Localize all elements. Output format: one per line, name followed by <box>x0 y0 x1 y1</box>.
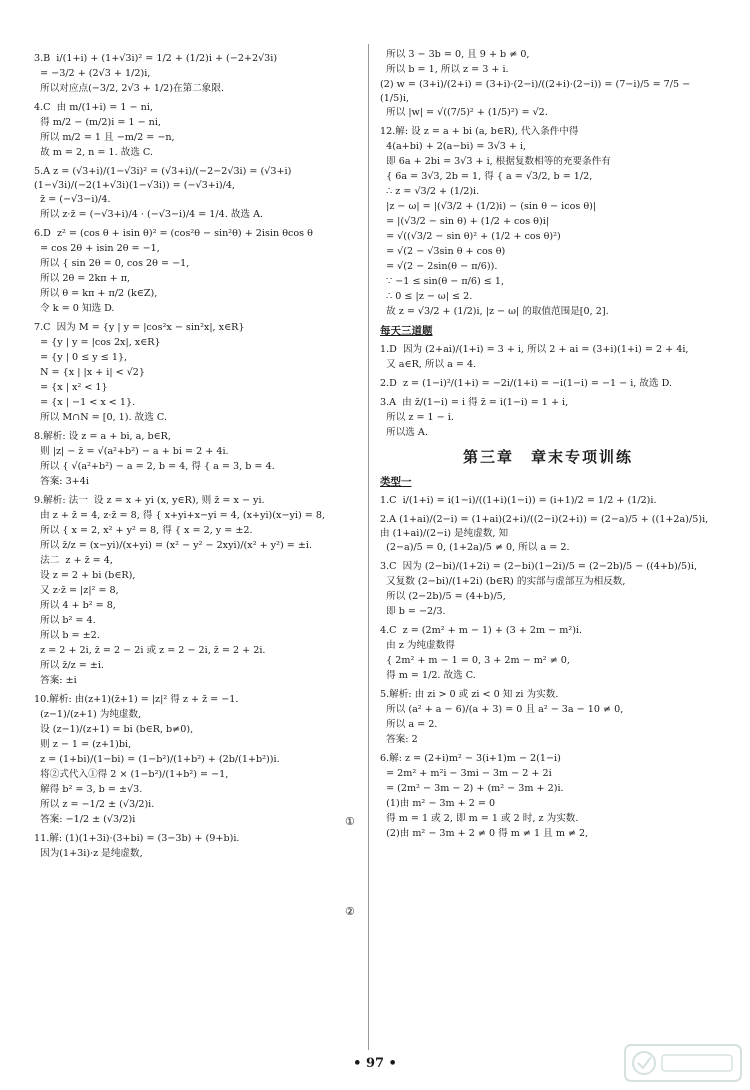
answer-line: 所以选 A. <box>380 427 428 439</box>
answer-line: 即 b = −2/3. <box>380 605 446 617</box>
answer-line: 9.解析: 法一 设 z = x + yi (x, y∈R), 则 z̄ = x − yi. <box>34 494 265 506</box>
answer-line: 7.C 因为 M = {y | y = |cos²x − sin²x|, x∈R} <box>34 321 245 333</box>
column-divider <box>368 44 369 1050</box>
left-column <box>34 48 360 1046</box>
answer-line: 所以 { x = 2, x² + y² = 8, 得 { x = 2, y = ±2. <box>34 524 253 536</box>
answer-line: 所以 |w| = √((7/5)² + (1/5)²) = √2. <box>380 106 548 118</box>
answer-line: 解得 b² = 3, b = ±√3. <box>34 783 143 795</box>
answer-line: 答案: −1/2 ± (√3/2)i <box>34 813 136 825</box>
answer-line: 所以 z = −1/2 ± (√3/2)i. <box>34 798 155 810</box>
answer-line: 得 m/2 − (m/2)i = 1 − ni, <box>34 117 161 128</box>
answer-line: ∴ z = √3/2 + (1/2)i. <box>380 185 480 197</box>
answer-line: 所以 z·z̄ = (−√3+i)/4 · (−√3−i)/4 = 1/4. 故选 A. <box>34 208 264 220</box>
answer-line: 所以 b² = 4. <box>34 614 96 626</box>
equation-marker-2: ② <box>345 905 355 918</box>
chapter-title: 第三章 章末专项训练 <box>462 448 633 467</box>
answer-line: 所以 { sin 2θ = 0, cos 2θ = −1, <box>34 257 190 269</box>
answer-line: 1.C i/(1+i) = i(1−i)/((1+i)(1−i)) = (i+1)/2 = 1/2 + (1/2)i. <box>380 495 657 506</box>
answer-line: 所以对应点(−3/2, 2√3 + 1/2)在第二象限. <box>34 83 225 94</box>
answer-line: = cos 2θ + isin 2θ = −1, <box>34 242 160 254</box>
answer-line: 3.C 因为 (2−bi)/(1+2i) = (2−bi)(1−2i)/5 = (2−2b)/5 − ((4+b)/5)i, <box>380 560 698 572</box>
answer-line: = {y | y = |cos 2x|, x∈R} <box>34 336 161 348</box>
answer-line: ∴ 0 ≤ |z − ω| ≤ 2. <box>380 290 473 302</box>
answer-line: 设 (z−1)/(z+1) = bi (b∈R, b≠0), <box>34 723 194 735</box>
answer-line: 又复数 (2−bi)/(1+2i) (b∈R) 的实部与虚部互为相反数, <box>380 575 626 587</box>
answer-line: 所以 4 + b² = 8, <box>34 599 116 611</box>
answer-line: = {y | 0 ≤ y ≤ 1}, <box>34 351 128 363</box>
daily-section-title: 每天三道题 <box>380 324 433 337</box>
answer-line: = √((√3/2 − sin θ)² + (1/2 + cos θ)²) <box>380 230 561 242</box>
answer-line: z̄ = (−√3−i)/4. <box>34 193 111 205</box>
answer-line: 答案: ±i <box>34 674 77 686</box>
answer-line: 所以 2θ = 2kπ + π, <box>34 272 131 284</box>
answer-line: 所以 (2−2b)/5 = (4+b)/5, <box>380 590 506 602</box>
answer-line: 所以 b = ±2. <box>34 629 100 641</box>
answer-line: 所以 m/2 = 1 且 −m/2 = −n, <box>34 132 175 143</box>
answer-line: 得 m = 1 或 2, 即 m = 1 或 2 时, z 为实数. <box>380 812 579 824</box>
answer-line: 5.解析: 由 zi > 0 或 zi < 0 知 zi 为实数. <box>380 688 559 700</box>
answer-line: (z−1)/(z+1) 为纯虚数, <box>34 708 142 720</box>
answer-line: = √(2 − 2sin(θ − π/6)). <box>380 260 498 272</box>
right-column <box>380 48 716 1046</box>
answer-line: 所以 z̄/z = ±i. <box>34 659 104 671</box>
answer-line: 将②式代入①得 2 × (1−b²)/(1+b²) = −1, <box>34 768 229 780</box>
answer-line: 所以 (a² + a − 6)/(a + 3) = 0 且 a² − 3a − 10 ≠ 0, <box>380 703 624 715</box>
answer-line: 6.D z² = (cos θ + isin θ)² = (cos²θ − sin²θ) + 2isin θcos θ <box>34 227 313 239</box>
answer-line: |z − ω| = |(√3/2 + (1/2)i) − (sin θ − icos θ)| <box>380 200 597 212</box>
answer-line: 6.解: z = (2+i)m² − 3(i+1)m − 2(1−i) <box>380 752 561 764</box>
answer-line: (2) w = (3+i)/(2+i) = (3+i)·(2−i)/((2+i)·(2−i)) = (7−i)/5 = 7/5 − (1/5)i, <box>380 79 691 104</box>
answer-line: 10.解析: 由(z+1)(z̄+1) = |z|² 得 z + z̄ = −1. <box>34 693 239 705</box>
answer-line: 所以 M∩N = [0, 1). 故选 C. <box>34 411 167 423</box>
answer-line: ∵ −1 ≤ sin(θ − π/6) ≤ 1, <box>380 275 505 287</box>
answer-line: 由 z 为纯虚数得 <box>380 639 455 651</box>
answer-line: 4.C 由 m/(1+i) = 1 − ni, <box>34 102 153 113</box>
answer-line: 3.B i/(1+i) + (1+√3i)² = 1/2 + (1/2)i + (−2+2√3i) <box>34 53 278 64</box>
answer-line: 所以 a = 2. <box>380 718 438 730</box>
answer-line: (1)由 m² − 3m + 2 = 0 <box>380 797 496 809</box>
answer-line: 所以 { √(a²+b²) − a = 2, b = 4, 得 { a = 3, b = 4. <box>34 460 275 472</box>
answer-line: 令 k = 0 知选 D. <box>34 302 115 314</box>
type-label: 类型一 <box>380 475 412 488</box>
answer-line: 即 6a + 2bi = 3√3 + i, 根据复数相等的充要条件有 <box>380 155 611 167</box>
answer-line: 所以 θ = kπ + π/2 (k∈Z), <box>34 287 158 299</box>
answer-line: 所以 z̄/z = (x−yi)/(x+yi) = (x² − y² − 2xyi)/(x² + y²) = ±i. <box>34 539 312 551</box>
answer-line: 4(a+bi) + 2(a−bi) = 3√3 + i, <box>380 140 527 152</box>
answer-line: 故 m = 2, n = 1. 故选 C. <box>34 147 153 158</box>
answer-line: z = 2 + 2i, z̄ = 2 − 2i 或 z = 2 − 2i, z̄ = 2 + 2i. <box>34 644 266 656</box>
answer-line: z = (1+bi)/(1−bi) = (1−b²)/(1+b²) + (2b/(1+b²))i. <box>34 753 280 765</box>
right-top-block <box>380 48 716 320</box>
equation-marker-1: ① <box>345 815 355 828</box>
answer-line: 2.D z = (1−i)²/(1+i) = −2i/(1+i) = −i(1−i) = −1 − i, 故选 D. <box>380 378 673 390</box>
answer-line: 答案: 3+4i <box>34 475 89 487</box>
page-number: • 97 • <box>353 1056 397 1072</box>
answer-line: 则 |z| − z̄ = √(a²+b²) − a + bi = 2 + 4i. <box>34 445 229 457</box>
answer-line: = {x | x² < 1} <box>34 381 108 393</box>
answer-line: 所以 z = 1 − i. <box>380 412 454 424</box>
answer-line: 得 m = 1/2. 故选 C. <box>380 669 476 681</box>
answer-line: 3.A 由 z̄/(1−i) = i 得 z̄ = i(1−i) = 1 + i, <box>380 397 569 409</box>
answer-line: (2−a)/5 = 0, (1+2a)/5 ≠ 0, 所以 a = 2. <box>380 541 570 553</box>
answer-line: 则 z − 1 = (z+1)bi, <box>34 738 132 750</box>
answer-line: (2)由 m² − 3m + 2 ≠ 0 得 m ≠ 1 且 m ≠ 2, <box>380 827 589 839</box>
daily-block <box>380 343 716 441</box>
answer-line: 11.解: (1)(1+3i)·(3+bi) = (3−3b) + (9+b)i. <box>34 832 240 844</box>
answer-line: 又 z·z̄ = |z|² = 8, <box>34 584 119 596</box>
answer-line: 又 a∈R, 所以 a = 4. <box>380 359 477 371</box>
answer-line: = |(√3/2 − sin θ) + (1/2 + cos θ)i| <box>380 215 549 227</box>
answer-line: 因为(1+3i)·z 是纯虚数, <box>34 847 143 859</box>
answer-line: 答案: 2 <box>380 733 418 745</box>
chapter-block <box>380 494 716 842</box>
answer-line: = (2m² − 3m − 2) + (m² − 3m + 2)i. <box>380 782 564 794</box>
answer-line: 由 z + z̄ = 4, z·z̄ = 8, 得 { x+yi+x−yi = 4, (x+yi)(x−yi) = 8, <box>34 509 326 521</box>
answer-line: 法二 z + z̄ = 4, <box>34 554 113 566</box>
answer-line: 设 z = 2 + bi (b∈R), <box>34 569 136 581</box>
answer-line: = 2m² + m²i − 3mi − 3m − 2 + 2i <box>380 767 552 779</box>
answer-line: 2.A (1+ai)/(2−i) = (1+ai)(2+i)/((2−i)(2+i)) = (2−a)/5 + ((1+2a)/5)i, 由 (1+ai)/(2−i) 是纯虚数, 知 <box>380 514 709 539</box>
answer-line: N = {x | |x + i| < √2} <box>34 366 146 378</box>
answer-line: = {x | −1 < x < 1}. <box>34 396 136 408</box>
answer-line: 12.解: 设 z = a + bi (a, b∈R), 代入条件中得 <box>380 125 579 137</box>
answer-line: 4.C z = (2m² + m − 1) + (3 + 2m − m²)i. <box>380 624 583 636</box>
answer-line: 8.解析: 设 z = a + bi, a, b∈R, <box>34 430 171 442</box>
answer-line: 5.A z = (√3+i)/(1−√3i)² = (√3+i)/(−2−2√3i) = (√3+i)(1−√3i)/(−2(1+√3i)(1−√3i)) = (−√3+i)/4, <box>34 166 292 191</box>
answer-line: { 2m² + m − 1 = 0, 3 + 2m − m² ≠ 0, <box>380 654 570 666</box>
answer-line: { 6a = 3√3, 2b = 1, 得 { a = √3/2, b = 1/2, <box>380 170 593 182</box>
answer-line: 所以 b = 1, 所以 z = 3 + i. <box>380 64 509 75</box>
answer-line: 1.D 因为 (2+ai)/(1+i) = 3 + i, 所以 2 + ai = (3+i)(1+i) = 2 + 4i, <box>380 344 689 356</box>
watermark-logo-icon <box>624 1044 742 1082</box>
answer-line: 所以 3 − 3b = 0, 且 9 + b ≠ 0, <box>380 49 530 60</box>
answer-line: = −3/2 + (2√3 + 1/2)i, <box>34 68 151 79</box>
answer-line: 故 z = √3/2 + (1/2)i, |z − ω| 的取值范围是[0, 2]. <box>380 305 609 317</box>
answer-line: = √(2 − √3sin θ + cos θ) <box>380 245 506 257</box>
